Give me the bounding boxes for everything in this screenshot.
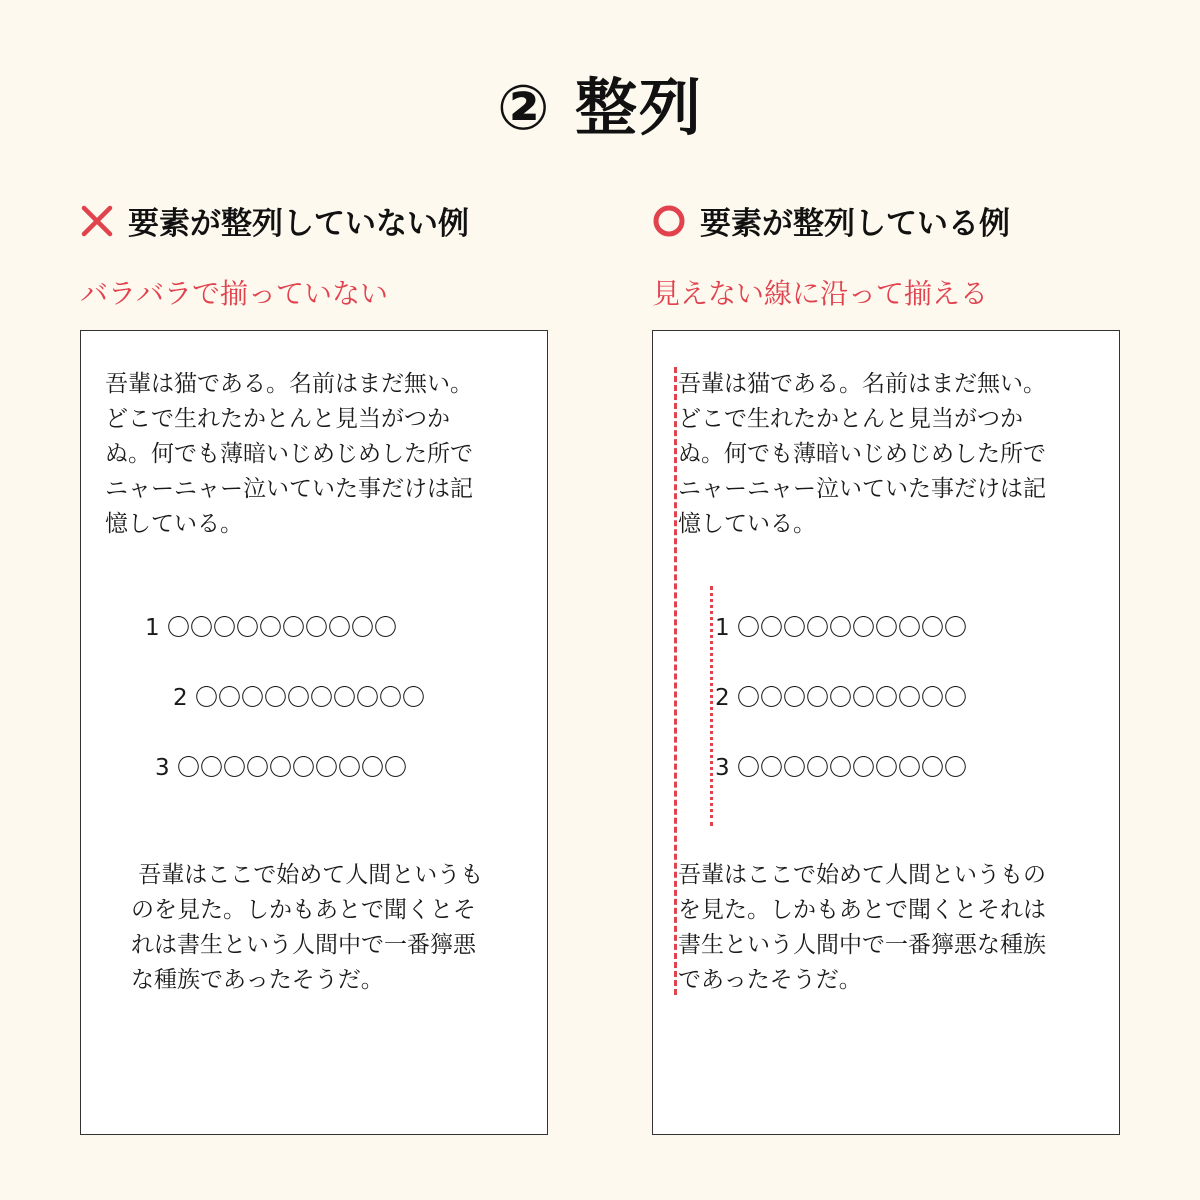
circle-icon xyxy=(652,204,686,238)
list-item: 2 〇〇〇〇〇〇〇〇〇〇 xyxy=(715,685,967,711)
paragraph-1: 吾輩は猫である。名前はまだ無い。 どこで生れたかとんと見当がつか ぬ。何でも薄暗いじめじめした所で ニャーニャー泣いていた事だけは記 憶している。 xyxy=(105,371,473,537)
list-item: 3 〇〇〇〇〇〇〇〇〇〇 xyxy=(715,755,967,781)
good-example-panel xyxy=(652,330,1120,1135)
good-example-heading xyxy=(652,198,1010,243)
list-item: 1 〇〇〇〇〇〇〇〇〇〇 xyxy=(145,615,397,641)
bad-example-subheading: バラバラで揃っていない xyxy=(80,277,389,310)
bad-example-heading-text: 要素が整列していない例 xyxy=(128,206,469,242)
list-alignment-guide-line xyxy=(710,586,713,826)
bad-example-heading xyxy=(80,198,469,243)
paragraph-1: 吾輩は猫である。名前はまだ無い。 どこで生れたかとんと見当がつか ぬ。何でも薄暗いじめじめした所で ニャーニャー泣いていた事だけは記 憶している。 xyxy=(678,371,1046,537)
alignment-guide-line xyxy=(674,367,677,995)
good-example-heading-text: 要素が整列している例 xyxy=(700,206,1010,242)
paragraph-2: 吾輩はここで始めて人間というもの を見た。しかもあとで聞くとそれは 書生という人間中で一番獰悪な種族 であったそうだ。 xyxy=(678,862,1046,993)
list-item: 2 〇〇〇〇〇〇〇〇〇〇 xyxy=(173,685,425,711)
list-item: 3 〇〇〇〇〇〇〇〇〇〇 xyxy=(155,755,407,781)
bad-example-panel xyxy=(80,330,548,1135)
page-title: ② 整列 xyxy=(496,71,704,144)
cross-icon xyxy=(80,204,114,238)
good-example-subheading: 見えない線に沿って揃える xyxy=(652,277,989,310)
paragraph-2: 吾輩はここで始めて人間というも のを見た。しかもあとで聞くとそ れは書生という人間中で一番獰悪 な種族であったそうだ。 xyxy=(131,862,484,993)
list-item: 1 〇〇〇〇〇〇〇〇〇〇 xyxy=(715,615,967,641)
